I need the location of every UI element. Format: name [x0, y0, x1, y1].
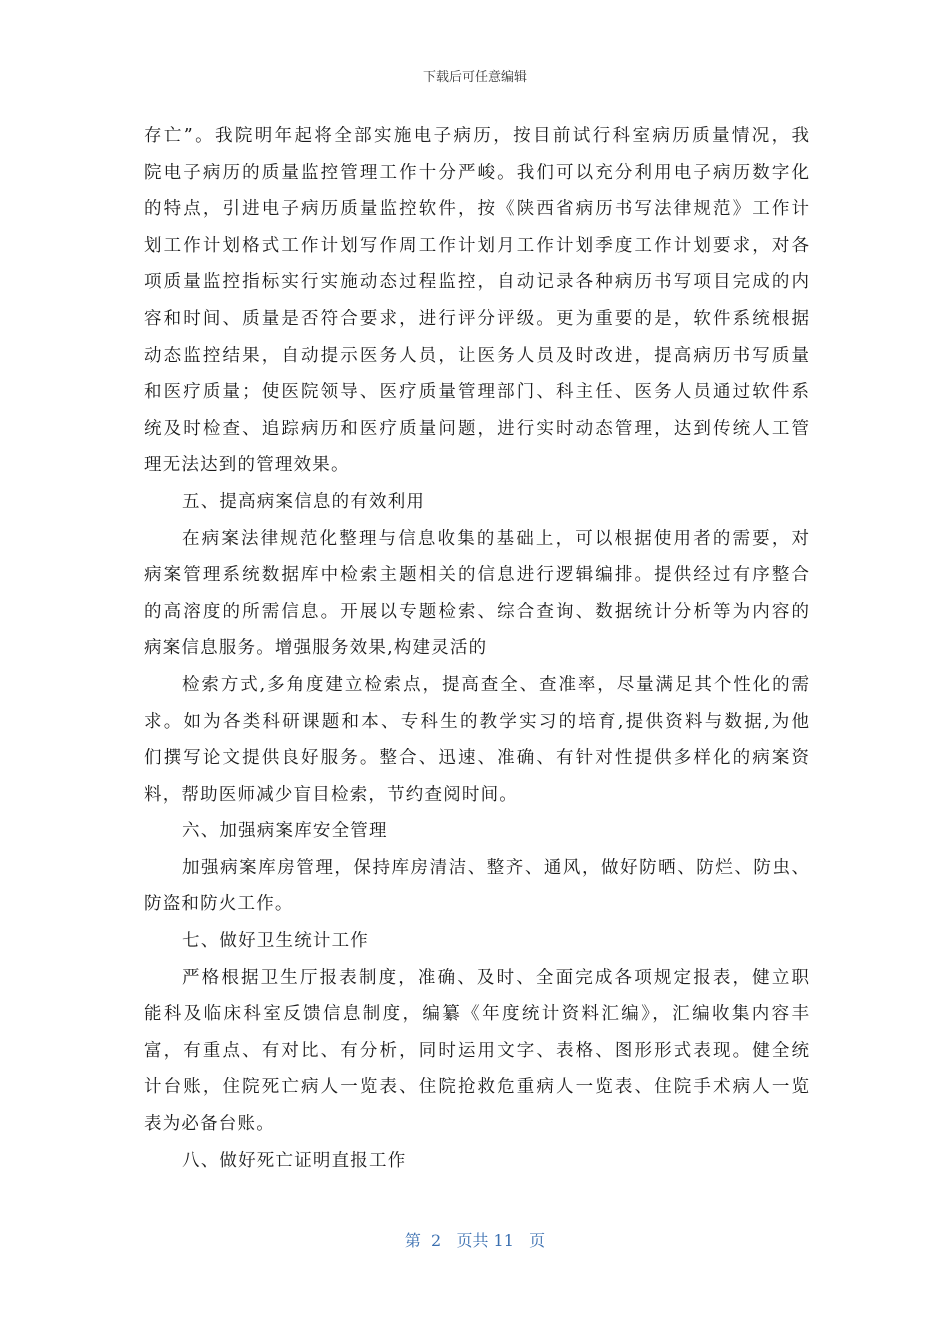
paragraph-line: 料，帮助医师减少盲目检索，节约查阅时间。 — [144, 784, 518, 805]
section-heading: 八、做好死亡证明直报工作 — [182, 1150, 407, 1171]
paragraph-line: 计台账，住院死亡病人一览表、住院抢救危重病人一览表、住院手术病人一览 — [144, 1077, 809, 1098]
paragraph-line: 病案管理系统数据库中检索主题相关的信息进行逻辑编排。提供经过有序整合 — [144, 565, 809, 586]
paragraph-line: 病案信息服务。增强服务效果,构建灵活的 — [144, 638, 488, 659]
paragraph-line: 存亡”。我院明年起将全部实施电子病历，按目前试行科室病历质量情况，我 — [144, 126, 809, 146]
paragraph-line: 们撰写论文提供良好服务。整合、迅速、准确、有针对性提供多样化的病案资 — [144, 748, 809, 769]
paragraph-line: 容和时间、质量是否符合要求，进行评分评级。更为重要的是，软件系统根据 — [144, 308, 809, 329]
paragraph-line: 动态监控结果，自动提示医务人员，让医务人员及时改进，提高病历书写质量 — [144, 345, 809, 366]
paragraph-line: 在病案法律规范化整理与信息收集的基础上，可以根据使用者的需要，对 — [182, 528, 809, 549]
paragraph-line: 能科及临床科室反馈信息制度，编纂《年度统计资料汇编》，汇编收集内容丰 — [144, 1004, 809, 1025]
paragraph-line: 划工作计划格式工作计划写作周工作计划月工作计划季度工作计划要求，对各 — [144, 235, 809, 256]
paragraph-line: 表为必备台账。 — [144, 1114, 275, 1135]
paragraph-line: 和医疗质量；使医院领导、医疗质量管理部门、科主任、医务人员通过软件系 — [144, 382, 809, 403]
section-heading: 五、提高病案信息的有效利用 — [182, 491, 426, 512]
paragraph-line: 项质量监控指标实行实施动态过程监控，自动记录各种病历书写项目完成的内 — [144, 272, 809, 293]
paragraph-line: 严格根据卫生厅报表制度，准确、及时、全面完成各项规定报表，健立职 — [182, 967, 809, 988]
page-footer: 第 2 页共 11 页 — [404, 1231, 546, 1250]
paragraph-line: 加强病案库房管理，保持库房清洁、整齐、通风，做好防晒、防烂、防虫、 — [182, 857, 809, 878]
paragraph-line: 求。如为各类科研课题和本、专科生的教学实习的培育,提供资料与数据,为他 — [144, 711, 809, 732]
section-heading: 六、加强病案库安全管理 — [182, 821, 388, 842]
document-body — [144, 118, 809, 1179]
paragraph-line: 理无法达到的管理效果。 — [144, 455, 350, 476]
paragraph-line: 检索方式,多角度建立检索点，提高查全、查准率，尽量满足其个性化的需 — [182, 674, 809, 695]
paragraph-line: 统及时检查、追踪病历和医疗质量问题，进行实时动态管理，达到传统人工管 — [144, 418, 809, 439]
section-heading: 七、做好卫生统计工作 — [182, 931, 369, 952]
paragraph-line: 富，有重点、有对比、有分析，同时运用文字、表格、图形形式表现。健全统 — [144, 1040, 809, 1061]
paragraph-line: 防盗和防火工作。 — [144, 894, 294, 915]
paragraph-line: 院电子病历的质量监控管理工作十分严峻。我们可以充分利用电子病历数字化 — [144, 162, 809, 183]
paragraph-line: 的高溶度的所需信息。开展以专题检索、综合查询、数据统计分析等为内容的 — [144, 601, 809, 622]
page-header: 下载后可任意编辑 — [422, 70, 527, 85]
paragraph-line: 的特点，引进电子病历质量监控软件，按《陕西省病历书写法律规范》工作计 — [144, 199, 809, 220]
